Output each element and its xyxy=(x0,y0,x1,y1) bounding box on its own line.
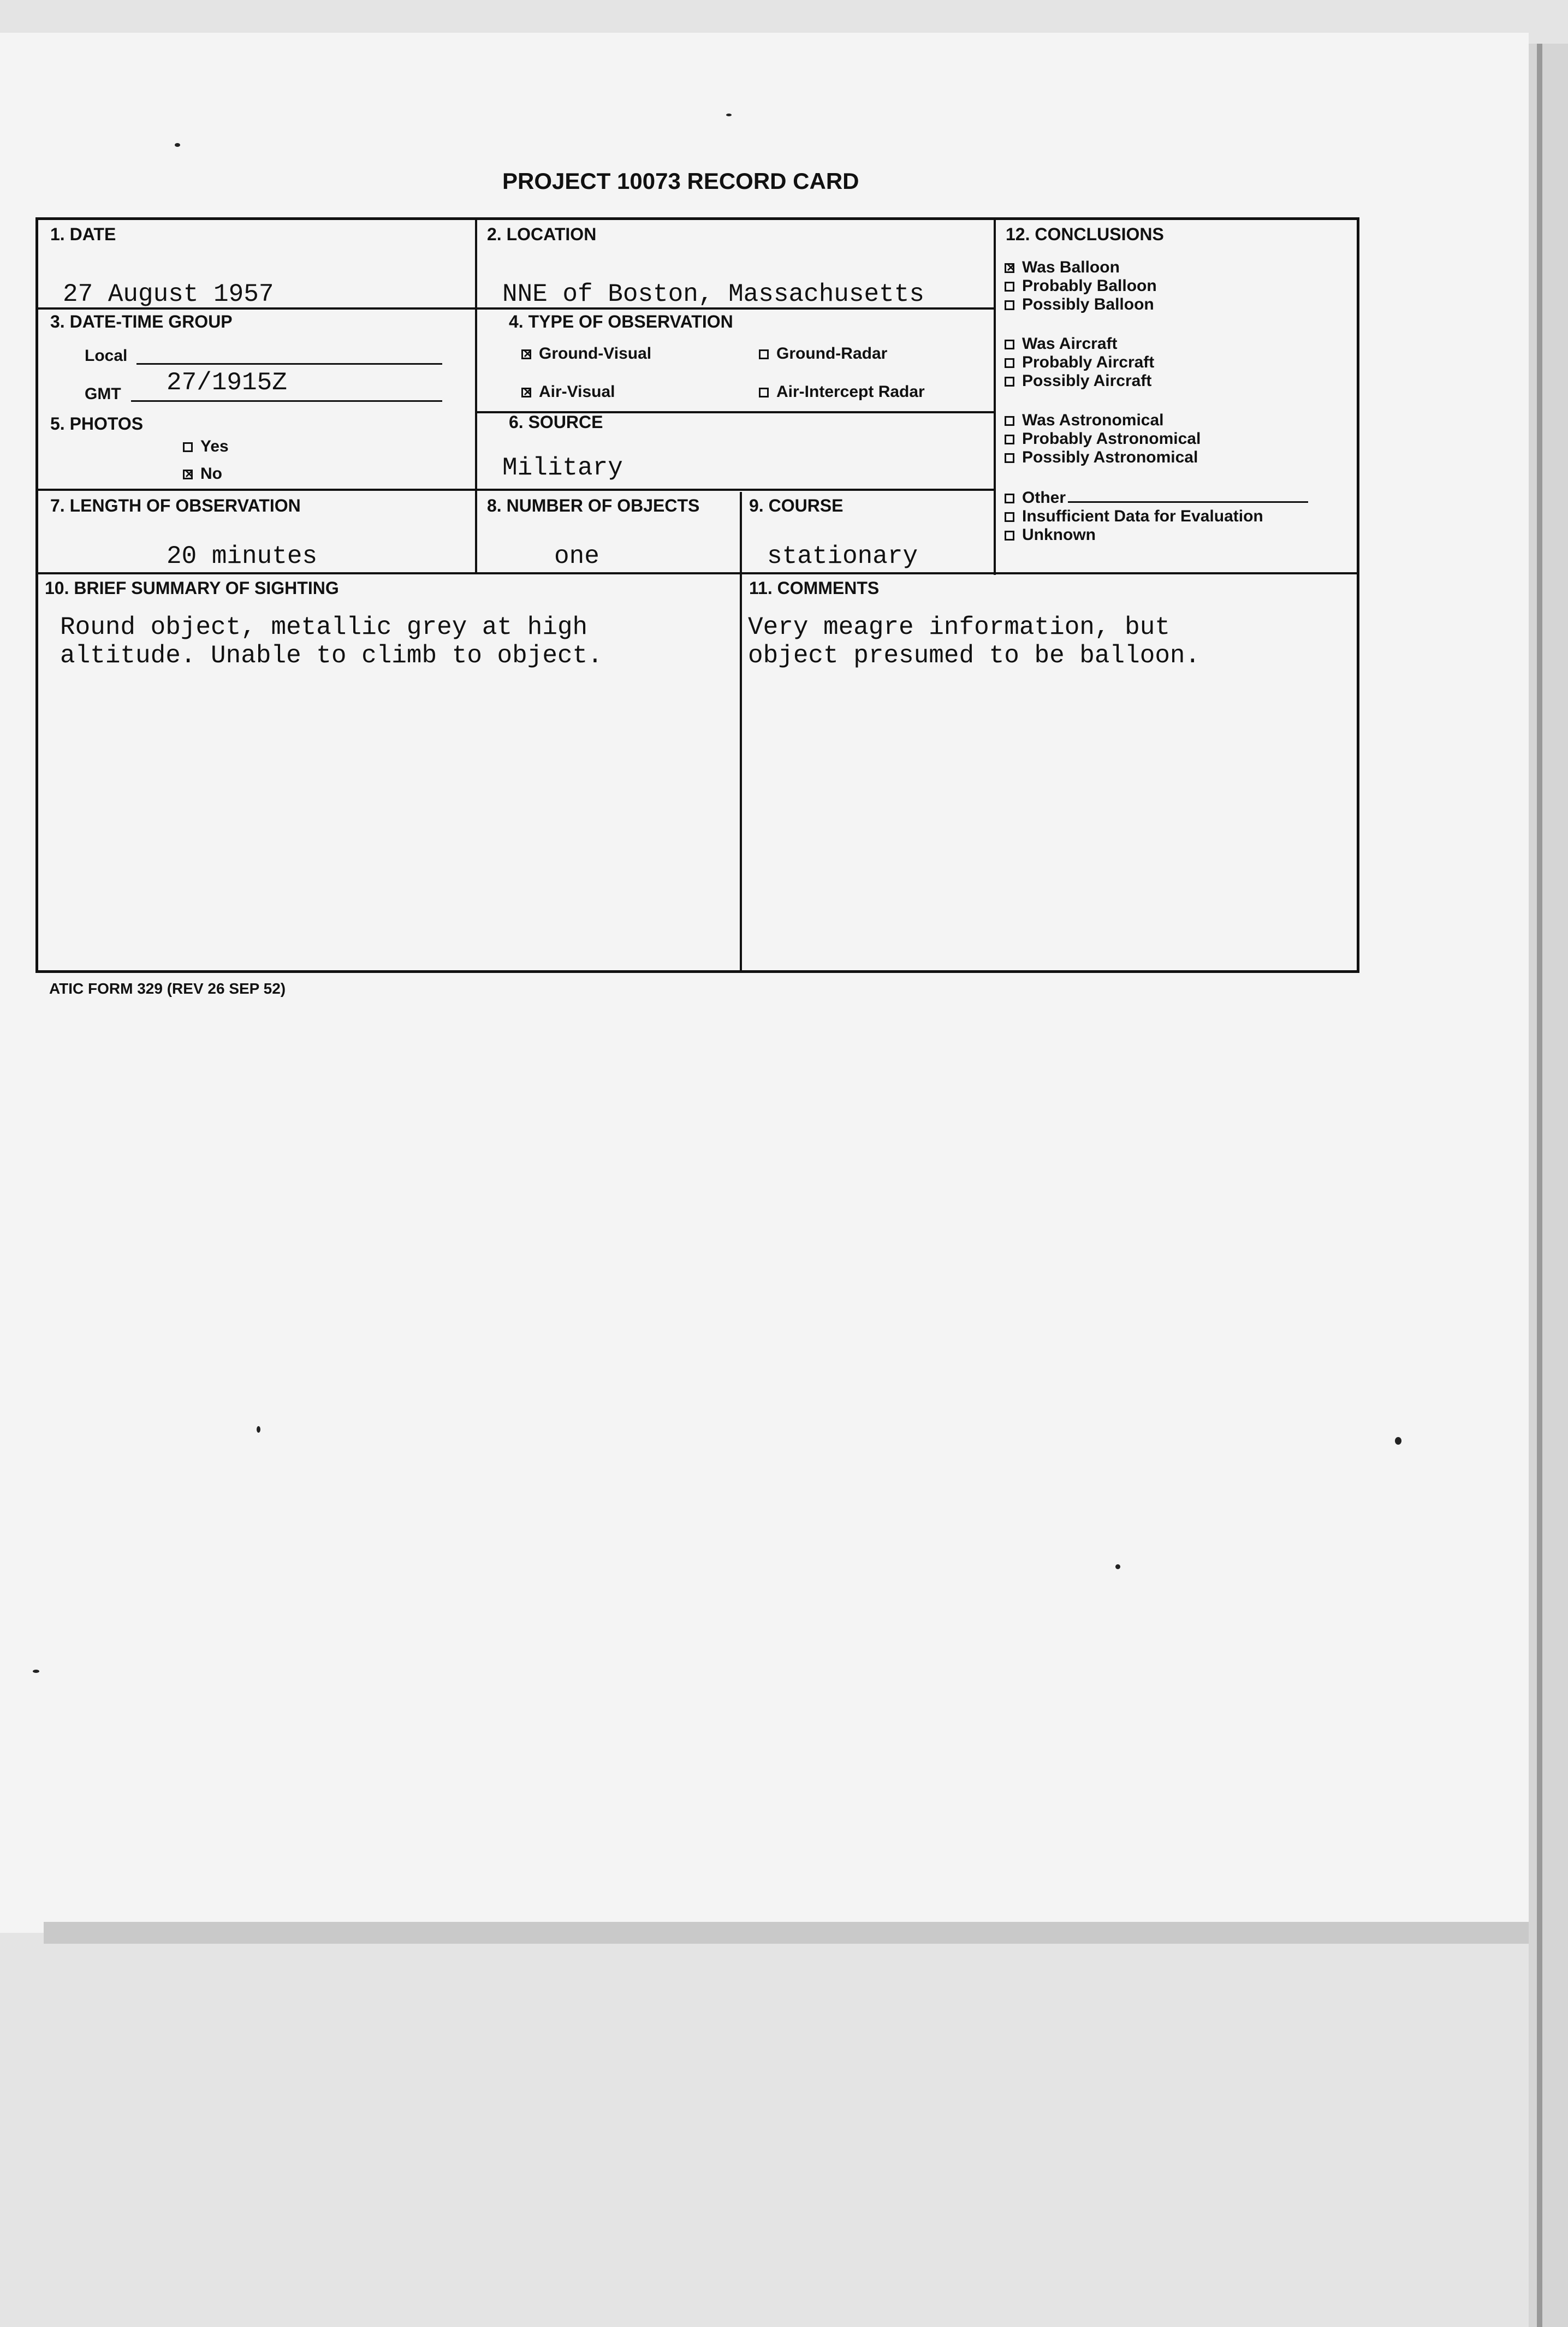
obs-air-visual[interactable]: ✕Air-Visual xyxy=(521,383,615,401)
conclusion-item[interactable]: Unknown xyxy=(1005,526,1096,544)
conclusion-item[interactable]: ✕Was Balloon xyxy=(1005,258,1120,277)
comments-label: 11. COMMENTS xyxy=(749,578,880,598)
obs-ground-radar[interactable]: Ground-Radar xyxy=(759,345,887,363)
summary-line-2: altitude. Unable to climb to object. xyxy=(60,642,603,670)
comments-line-2: object presumed to be balloon. xyxy=(748,642,1201,670)
scan-speck xyxy=(175,143,180,147)
checkbox-checked-icon[interactable] xyxy=(183,470,193,479)
photos-label: 5. PHOTOS xyxy=(50,414,144,434)
objects-value: one xyxy=(554,542,599,571)
checkbox-icon[interactable] xyxy=(1005,282,1014,292)
conclusion-item[interactable]: Possibly Aircraft xyxy=(1005,372,1151,390)
checkbox-icon[interactable] xyxy=(1005,453,1014,463)
checkbox-icon[interactable] xyxy=(759,349,769,359)
scan-speck xyxy=(1115,1564,1120,1569)
scan-edge-line xyxy=(1537,44,1542,2327)
course-label: 9. COURSE xyxy=(749,496,844,515)
obs-ground-visual[interactable]: ✕Ground-Visual xyxy=(521,345,651,363)
divider-h3 xyxy=(38,572,1357,574)
conclusion-item[interactable]: Probably Balloon xyxy=(1005,277,1157,295)
location-value: NNE of Boston, Massachusetts xyxy=(502,280,924,308)
checkbox-icon[interactable] xyxy=(1005,435,1014,444)
divider-v1 xyxy=(475,220,477,574)
checkbox-icon[interactable] xyxy=(1005,358,1014,368)
dtg-label: 3. DATE-TIME GROUP xyxy=(50,312,233,331)
divider-conclusions xyxy=(994,220,996,575)
gmt-label: GMT xyxy=(85,385,121,403)
checkbox-icon[interactable] xyxy=(1005,300,1014,310)
checkbox-icon[interactable] xyxy=(1005,494,1014,503)
scan-edge xyxy=(1529,44,1568,2327)
conclusion-item[interactable]: Other xyxy=(1005,489,1308,507)
checkbox-icon[interactable] xyxy=(1005,416,1014,426)
obs-type-label: 4. TYPE OF OBSERVATION xyxy=(509,312,733,331)
photos-yes[interactable]: Yes xyxy=(183,437,229,456)
checkbox-checked-icon[interactable] xyxy=(521,388,531,397)
conclusion-item[interactable]: Possibly Astronomical xyxy=(1005,448,1198,467)
divider-v2 xyxy=(740,492,742,972)
location-label: 2. LOCATION xyxy=(487,224,597,244)
comments-line-1: Very meagre information, but xyxy=(748,613,1170,642)
photos-no[interactable]: ✕No xyxy=(183,465,222,483)
gmt-value: 27/1915Z xyxy=(167,369,287,397)
scan-speck xyxy=(257,1426,260,1433)
checkbox-icon[interactable] xyxy=(1005,531,1014,541)
length-value: 20 minutes xyxy=(167,542,318,571)
gmt-line xyxy=(131,400,442,402)
date-label: 1. DATE xyxy=(50,224,116,244)
length-label: 7. LENGTH OF OBSERVATION xyxy=(50,496,301,515)
other-line xyxy=(1068,501,1308,503)
checkbox-icon[interactable] xyxy=(1005,377,1014,387)
objects-label: 8. NUMBER OF OBJECTS xyxy=(487,496,700,515)
scan-speck xyxy=(1395,1437,1401,1445)
page-shadow xyxy=(44,1922,1529,1944)
divider-h2 xyxy=(38,489,995,491)
checkbox-icon[interactable] xyxy=(1005,340,1014,349)
local-label: Local xyxy=(85,347,128,365)
scan-speck xyxy=(33,1670,39,1673)
checkbox-checked-icon[interactable] xyxy=(1005,263,1014,273)
summary-line-1: Round object, metallic grey at high xyxy=(60,613,588,642)
conclusion-item[interactable]: Insufficient Data for Evaluation xyxy=(1005,507,1263,526)
checkbox-checked-icon[interactable] xyxy=(521,349,531,359)
checkbox-icon[interactable] xyxy=(1005,512,1014,522)
form-id: ATIC FORM 329 (REV 26 SEP 52) xyxy=(49,980,286,997)
conclusion-item[interactable]: Probably Aircraft xyxy=(1005,353,1154,372)
date-value: 27 August 1957 xyxy=(63,280,274,308)
summary-label: 10. BRIEF SUMMARY OF SIGHTING xyxy=(45,578,339,598)
source-value: Military xyxy=(502,454,623,482)
obs-air-intercept-radar[interactable]: Air-Intercept Radar xyxy=(759,383,925,401)
conclusion-item[interactable]: Possibly Balloon xyxy=(1005,295,1154,314)
conclusion-item[interactable]: Was Aircraft xyxy=(1005,335,1118,353)
local-line xyxy=(136,363,442,365)
conclusion-item[interactable]: Was Astronomical xyxy=(1005,411,1164,430)
card-title: PROJECT 10073 RECORD CARD xyxy=(502,168,859,194)
scan-speck xyxy=(726,114,732,116)
checkbox-icon[interactable] xyxy=(183,442,193,452)
conclusions-label: 12. CONCLUSIONS xyxy=(1006,224,1164,244)
record-card xyxy=(35,217,1359,973)
source-label: 6. SOURCE xyxy=(509,412,603,432)
course-value: stationary xyxy=(767,542,918,571)
conclusion-item[interactable]: Probably Astronomical xyxy=(1005,430,1201,448)
checkbox-icon[interactable] xyxy=(759,388,769,397)
